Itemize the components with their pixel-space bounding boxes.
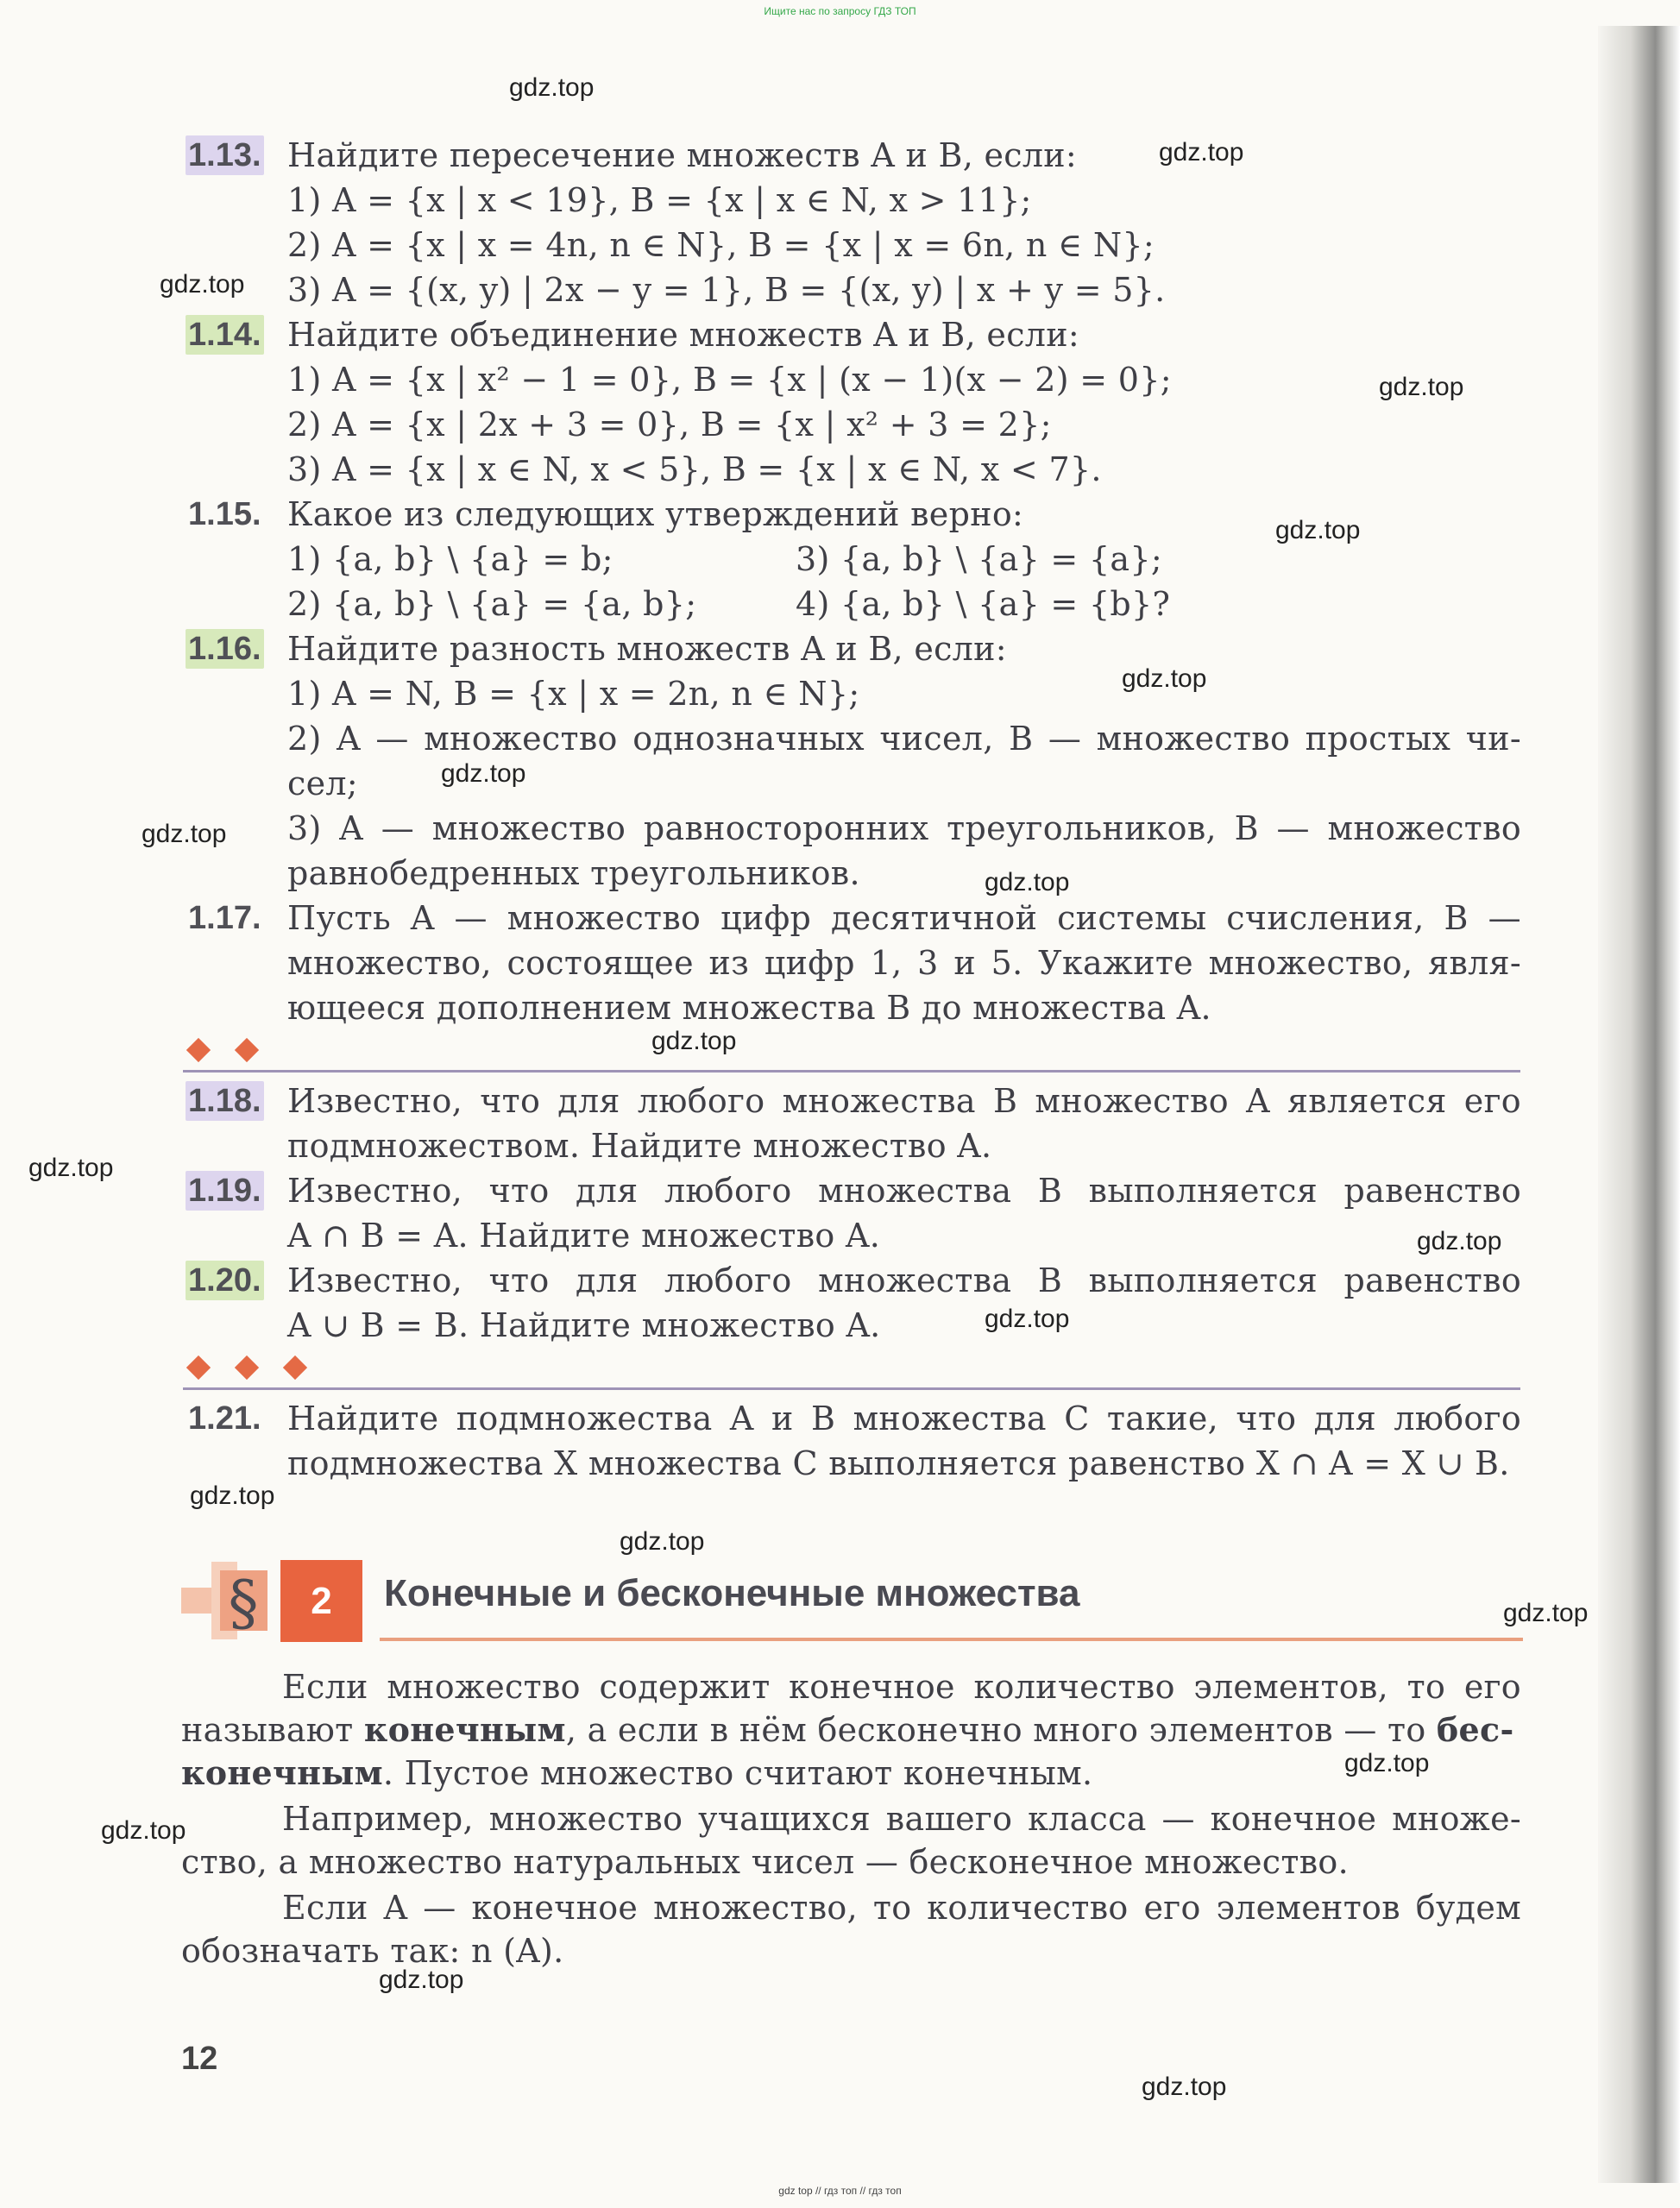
section-underline — [380, 1638, 1523, 1641]
difficulty-separator — [183, 1387, 1520, 1390]
paragraph-line: обозначать так: n (A). — [181, 1932, 564, 1970]
problem-number: 1.15. — [188, 496, 261, 532]
problem-text: Известно, что для любого множества B выполняется равенство — [287, 1261, 1521, 1299]
watermark-text: gdz.top — [1122, 664, 1207, 693]
term-infinite-part: бес- — [1436, 1710, 1514, 1749]
problem-text: 2) A = {x | 2x + 3 = 0}, B = {x | x² + 3 = 2}; — [287, 406, 1052, 443]
problem-text: подмножества X множества C выполняется равенство X ∩ A = X ∪ B. — [287, 1444, 1510, 1482]
watermark-text: gdz.top — [441, 759, 526, 788]
section-number: 2 — [280, 1560, 362, 1642]
top-link[interactable]: Ищите нас по запросу ГДЗ ТОП — [764, 5, 916, 17]
difficulty-separator — [183, 1070, 1520, 1073]
problem-text: 1) A = N, B = {x | x = 2n, n ∈ N}; — [287, 675, 860, 713]
problem-text: подмножеством. Найдите множество A. — [287, 1127, 992, 1165]
problem-number: 1.18. — [186, 1079, 272, 1123]
page-edge-shadow — [1598, 26, 1680, 2183]
bottom-links[interactable]: gdz top // гдз топ // гдз топ — [778, 2185, 902, 2197]
difficulty-diamond-icon — [235, 1038, 259, 1062]
paragraph-line: Если A — конечное множество, то количество его элементов будем — [282, 1889, 1521, 1927]
watermark-text: gdz.top — [651, 1027, 737, 1055]
problem-text: Найдите объединение множеств A и B, если: — [287, 316, 1079, 354]
watermark-text: gdz.top — [1159, 138, 1244, 167]
problem-option: 3) {a, b} \ {a} = {a}; — [796, 540, 1162, 578]
paragraph-line: называют конечным, а если в нём бесконечно много элементов — то бес- — [181, 1710, 1514, 1749]
section-symbol: § — [228, 1568, 259, 1639]
problem-number: 1.14. — [186, 313, 272, 356]
problem-number: 1.17. — [188, 900, 261, 936]
problem-text: Найдите разность множеств A и B, если: — [287, 630, 1007, 668]
problem-text: Найдите подмножества A и B множества C такие, что для любого — [287, 1400, 1521, 1437]
watermark-text: gdz.top — [1417, 1227, 1502, 1255]
problem-number: 1.13. — [186, 134, 272, 177]
problem-text: Пусть A — множество цифр десятичной системы счисления, B — — [287, 899, 1521, 937]
paragraph-line: ство, а множество натуральных чисел — бесконечное множество. — [181, 1843, 1349, 1881]
problem-text: 1) A = {x | x² − 1 = 0}, B = {x | (x − 1)(x − 2) = 0}; — [287, 361, 1172, 399]
problem-text: A ∩ B = A. Найдите множество A. — [287, 1217, 881, 1255]
problem-text: равнобедренных треугольников. — [287, 854, 860, 892]
problem-number: 1.16. — [186, 627, 272, 670]
paragraph-line: Если множество содержит конечное количество элементов, то его — [282, 1668, 1521, 1706]
watermark-text: gdz.top — [509, 73, 595, 102]
page-number: 12 — [181, 2041, 218, 2077]
problem-text: сел; — [287, 764, 358, 802]
problem-number: 1.19. — [186, 1169, 272, 1212]
term-infinite: конечным — [181, 1753, 383, 1792]
watermark-text: gdz.top — [1379, 373, 1464, 401]
watermark-text: gdz.top — [101, 1816, 186, 1845]
problem-text: Какое из следующих утверждений верно: — [287, 495, 1024, 533]
problem-text: множество, состоящее из цифр 1, 3 и 5. Укажите множество, явля- — [287, 944, 1521, 982]
problem-text: Известно, что для любого множества B выполняется равенство — [287, 1172, 1521, 1210]
problem-option: 2) {a, b} \ {a} = {a, b}; — [287, 585, 697, 623]
watermark-text: gdz.top — [1275, 516, 1361, 544]
problem-text: A ∪ B = B. Найдите множество A. — [287, 1306, 881, 1344]
watermark-text: gdz.top — [985, 868, 1070, 896]
watermark-text: gdz.top — [1503, 1599, 1589, 1627]
problem-text: 2) A — множество однозначных чисел, B — множество простых чи- — [287, 720, 1521, 758]
watermark-text: gdz.top — [190, 1481, 275, 1510]
watermark-text: gdz.top — [142, 820, 227, 848]
paragraph-line: Например, множество учащихся вашего класса — конечное множе- — [282, 1800, 1521, 1838]
watermark-text: gdz.top — [1142, 2073, 1227, 2101]
problem-option: 1) {a, b} \ {a} = b; — [287, 540, 613, 578]
problem-text: 3) A = {x | x ∈ N, x < 5}, B = {x | x ∈ N, x < 7}. — [287, 450, 1102, 488]
watermark-text: gdz.top — [620, 1527, 705, 1556]
section-sign-icon — [181, 1562, 267, 1639]
problem-text: 3) A = {(x, y) | 2x − y = 1}, B = {(x, y) | x + y = 5}. — [287, 271, 1166, 309]
problem-number: 1.20. — [186, 1259, 272, 1302]
difficulty-diamond-icon — [283, 1356, 307, 1380]
problem-text: Найдите пересечение множеств A и B, если: — [287, 136, 1078, 174]
paragraph-line: конечным. Пустое множество считают конечным. — [181, 1753, 1093, 1792]
problem-text: 3) A — множество равносторонних треугольников, B — множество — [287, 809, 1521, 847]
watermark-text: gdz.top — [379, 1966, 464, 1994]
difficulty-diamond-icon — [186, 1356, 211, 1380]
watermark-text: gdz.top — [160, 270, 245, 299]
problem-text: 1) A = {x | x < 19}, B = {x | x ∈ N, x > 11}; — [287, 181, 1032, 219]
problem-text: 2) A = {x | x = 4n, n ∈ N}, B = {x | x = 6n, n ∈ N}; — [287, 226, 1155, 264]
problem-option: 4) {a, b} \ {a} = {b}? — [796, 585, 1171, 623]
term-finite: конечным — [363, 1710, 566, 1749]
watermark-text: gdz.top — [28, 1154, 114, 1182]
section-title: Конечные и бесконечные множества — [384, 1572, 1080, 1614]
problem-text: Известно, что для любого множества B множество A является его — [287, 1082, 1521, 1120]
watermark-text: gdz.top — [1344, 1749, 1430, 1777]
watermark-text: gdz.top — [985, 1305, 1070, 1333]
difficulty-diamond-icon — [235, 1356, 259, 1380]
difficulty-diamond-icon — [186, 1038, 211, 1062]
problem-number: 1.21. — [188, 1400, 261, 1437]
problem-text: ющееся дополнением множества B до множества A. — [287, 989, 1211, 1027]
